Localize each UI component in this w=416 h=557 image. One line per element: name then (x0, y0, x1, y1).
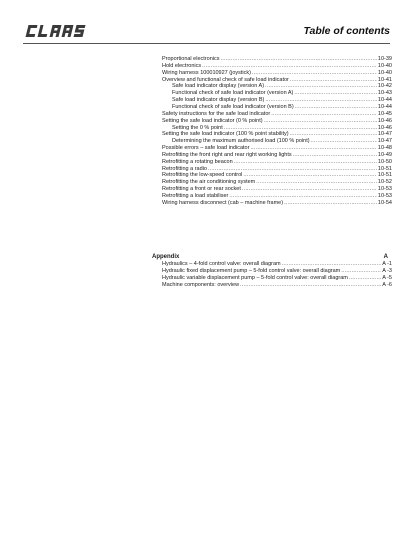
toc-entry-title: Hold electronics (162, 62, 202, 69)
toc-entry-page: 10-46 (377, 124, 392, 131)
toc-entry-title: Safety instructions for the safe load indicator (162, 110, 271, 117)
toc-entry-page: 10-40 (377, 62, 392, 69)
page-header (0, 0, 416, 50)
toc-entry-title: Retrofitting the low-speed control (162, 172, 243, 179)
toc-entry-page: 10-42 (377, 83, 392, 90)
toc-entry-title: Overview and functional check of safe load indicator (162, 76, 289, 83)
toc-entry-page: 10-43 (377, 90, 392, 97)
toc-entry-title: Machine components: overview (162, 281, 240, 288)
toc-entry-title: Setting the safe load indicator (100 % point stability) (162, 131, 289, 138)
page-title: Table of contents (303, 25, 390, 37)
toc-entry-title: Hydraulic variable displacement pump – 5-fold control valve: overall diagram (162, 274, 348, 281)
toc-entry-page: 10-46 (377, 117, 392, 124)
toc-entry-page: 10-45 (377, 110, 392, 117)
toc-entry-page: 10-51 (377, 165, 392, 172)
toc-entry-title: Retrofitting the front right and rear right working lights (162, 151, 292, 158)
toc-entry-title: Setting the safe load indicator (0 % point) (162, 117, 263, 124)
toc-entry-title: Hydraulic fixed displacement pump – 5-fold control valve: overall diagram (162, 267, 341, 274)
toc-entry-page: 10-48 (377, 145, 392, 152)
header-rule (23, 43, 390, 44)
toc-entry-title: Retrofitting the air conditioning system (162, 179, 256, 186)
toc-entry-title: Wiring harness 100010927 (joystick) (162, 69, 251, 76)
toc-entry-title: Retrofitting a rotating beacon (162, 158, 233, 165)
toc-entry-page: A -3 (382, 267, 392, 274)
toc-entry-page: A -1 (382, 261, 392, 267)
toc-entry-title: Proportional electronics (162, 56, 220, 62)
toc-entry-title: Wiring harness disconnect (cab – machine frame) (162, 199, 284, 206)
dot-leader (240, 282, 381, 289)
toc-entry-title: Hydraulics – 4-fold control valve: overall diagram (162, 261, 281, 267)
appendix-entry[interactable] (162, 282, 392, 289)
toc-entry-title: Functional check of safe load indicator (version A) (172, 90, 294, 97)
toc-entry-page: 10-44 (377, 97, 392, 104)
toc-entry-page: 10-47 (377, 131, 392, 138)
toc-entry-page: 10-44 (377, 103, 392, 110)
toc-entry-page: 10-39 (377, 56, 392, 62)
toc-entry-page: 10-47 (377, 138, 392, 145)
toc-entry-page: A -6 (382, 281, 392, 288)
toc-entry-page: 10-40 (377, 69, 392, 76)
appendix-page: A (383, 254, 388, 260)
toc-entry-page: 10-49 (377, 151, 392, 158)
toc-entry[interactable] (162, 200, 392, 207)
appendix-label: Appendix (152, 254, 180, 260)
toc-entry-page: 10-54 (377, 199, 392, 206)
toc-entry-page: 10-53 (377, 186, 392, 193)
toc-entry-page: 10-50 (377, 158, 392, 165)
toc-entry-title: Safe load indicator display (version B) (172, 97, 265, 104)
toc-entry-page: 10-41 (377, 76, 392, 83)
toc-entry-page: A -5 (382, 274, 392, 281)
toc-entry-title: Functional check of safe load indicator (version B) (172, 103, 294, 110)
toc-entry-title: Safe load indicator display (version A) (172, 83, 265, 90)
toc-entry-page: 10-51 (377, 172, 392, 179)
toc-entry-page: 10-53 (377, 193, 392, 199)
toc-entry-title: Retrofitting a load stabiliser (162, 193, 229, 199)
toc-entry-title: Determining the maximum authorised load (100 % point) (172, 138, 310, 145)
toc-entry-page: 10-52 (377, 179, 392, 186)
toc-entry-title: Possible errors – safe load indicator (162, 145, 250, 152)
toc-entry-title: Retrofitting a front or rear socket (162, 186, 241, 193)
dot-leader (284, 200, 377, 207)
toc-entry-title: Setting the 0 % point (172, 124, 223, 131)
claas-logo (23, 23, 95, 39)
appendix-heading[interactable] (152, 253, 388, 261)
toc-entry-title: Retrofitting a radio (162, 165, 207, 172)
